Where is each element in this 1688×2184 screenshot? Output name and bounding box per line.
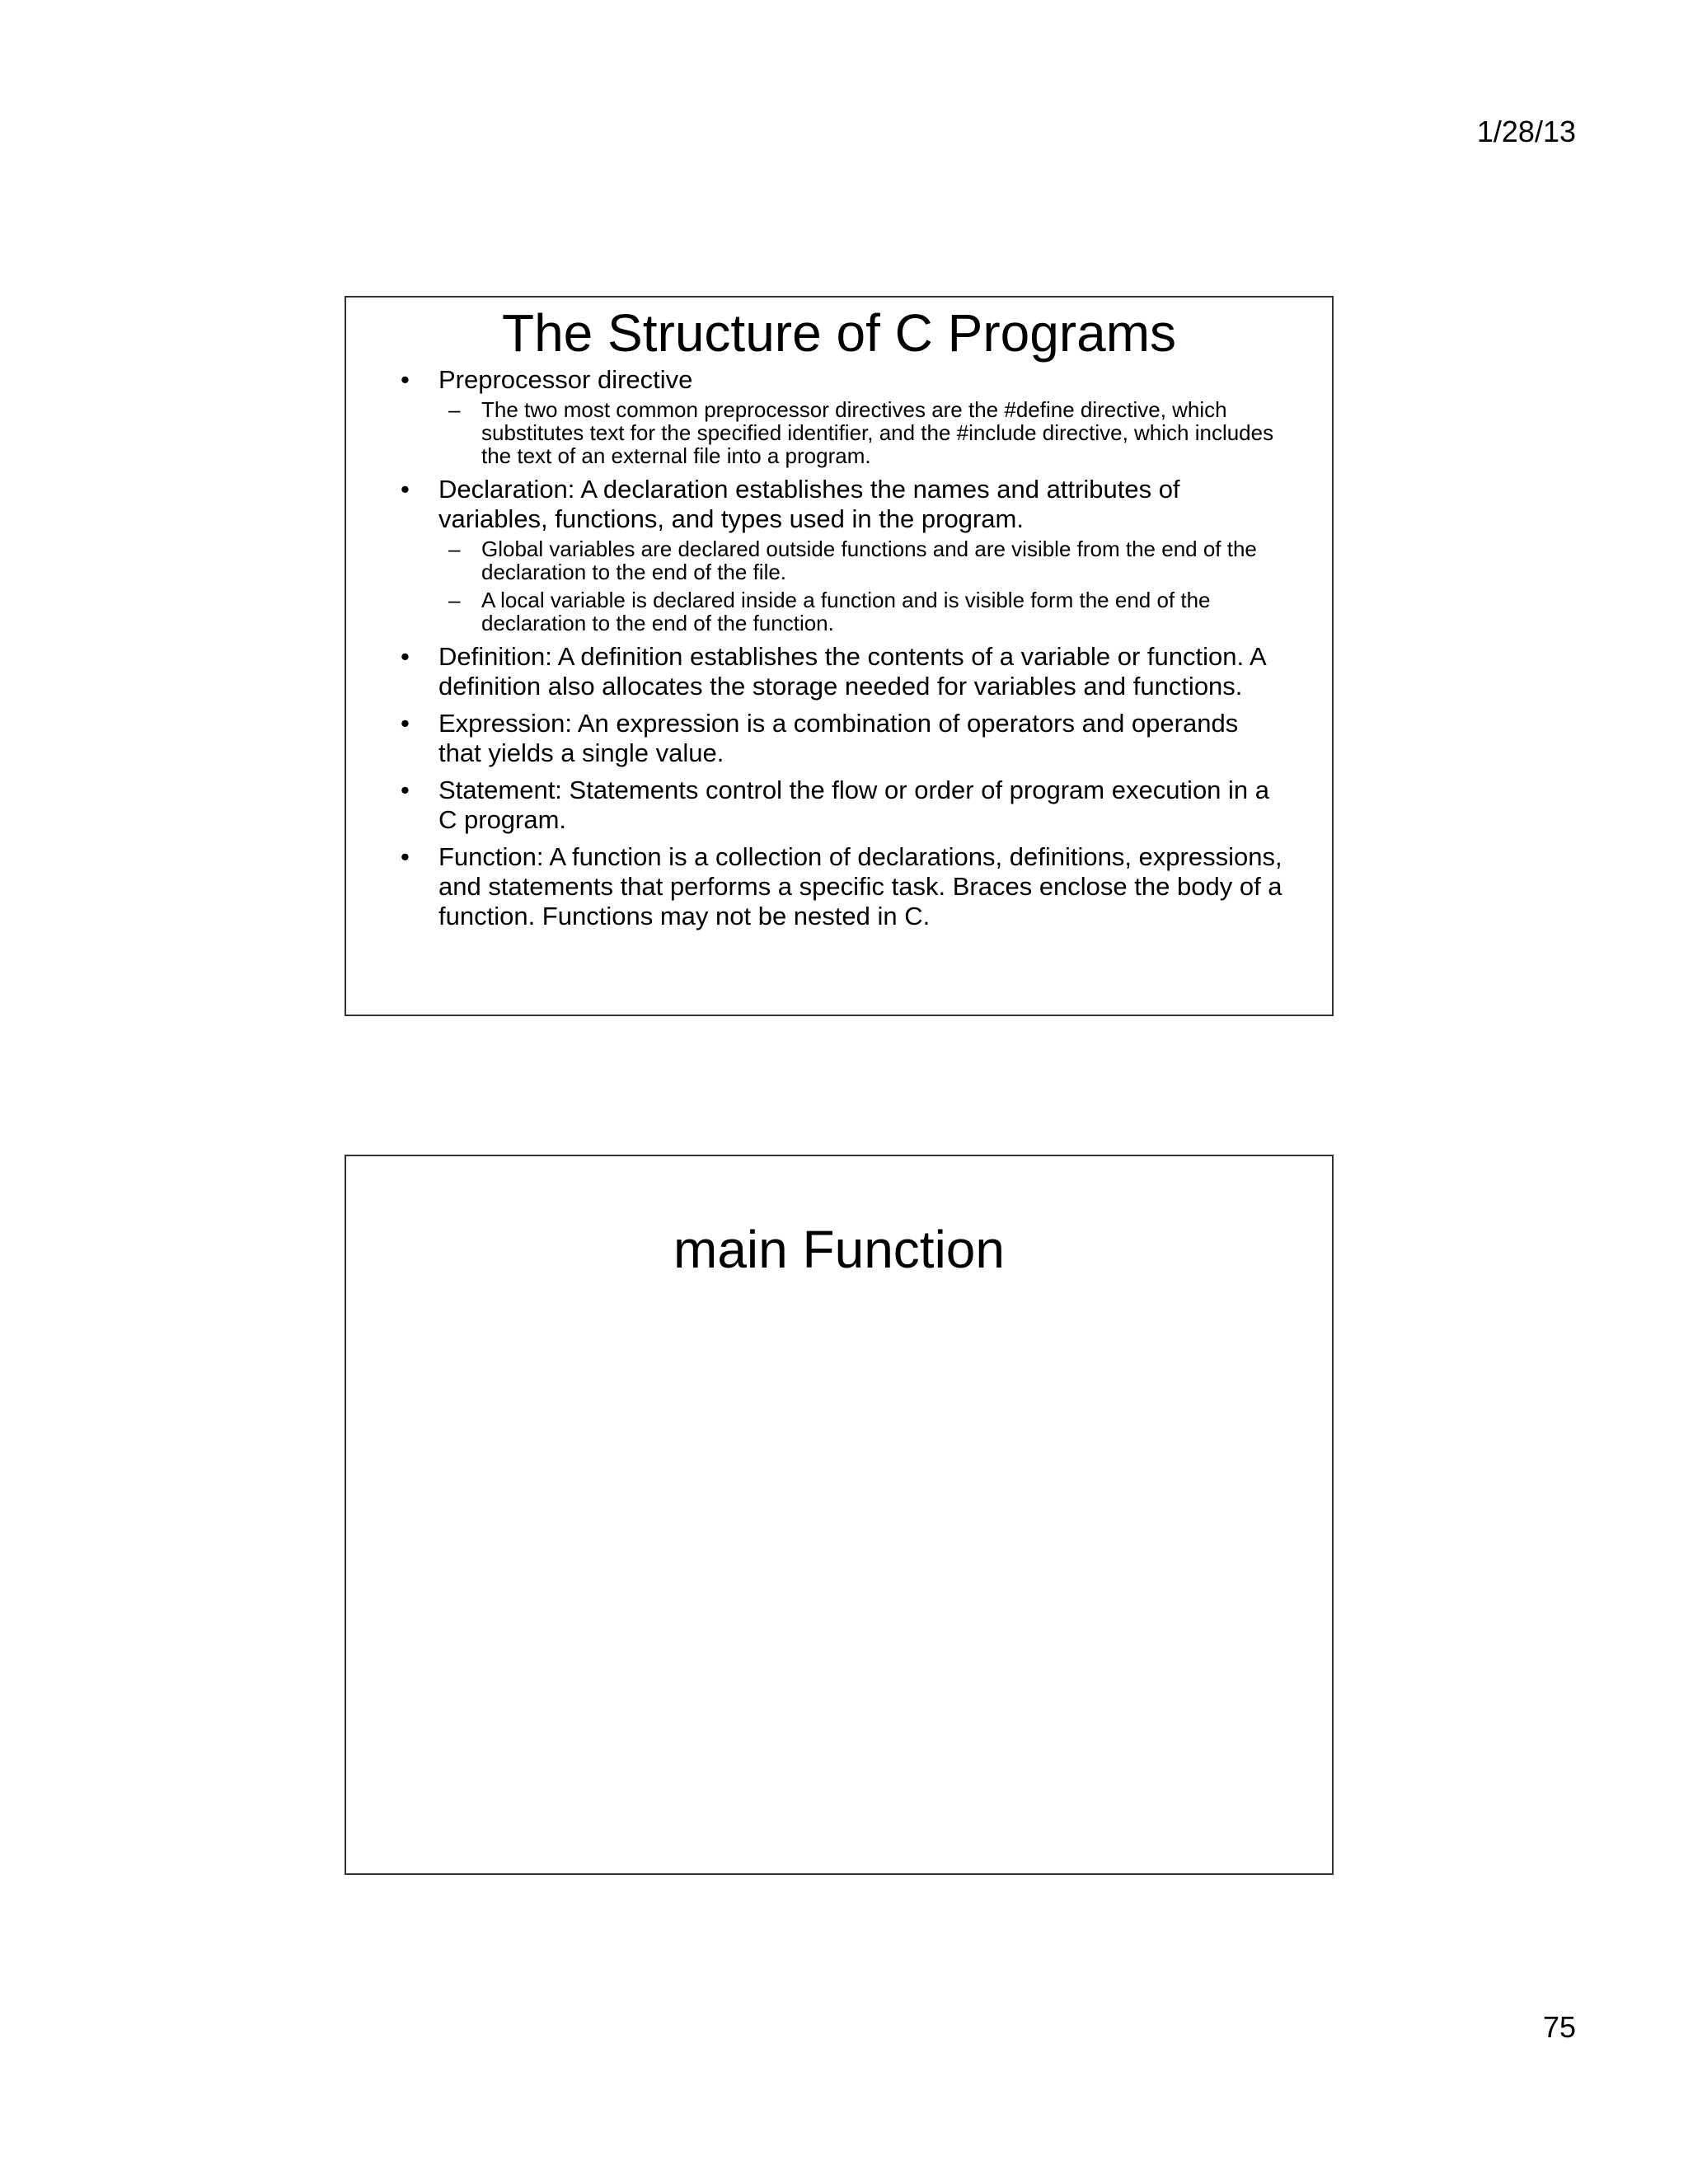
bullet-statement <box>401 776 1282 835</box>
bullet-definition <box>401 642 1282 701</box>
subbullet-marker: – <box>448 397 461 422</box>
slide-title: main Function <box>673 1220 1005 1279</box>
subbullet-list <box>438 398 1282 467</box>
bullet-text: Expression: An expression is a combination of operators and operands that yields a single value. <box>438 709 1239 767</box>
bullet-marker: • <box>401 642 410 671</box>
subbullet-text: Global variables are declared outside functions and are visible from the end of the declaration to the end of the file. <box>481 537 1257 584</box>
slide-title: The Structure of C Programs <box>501 303 1177 363</box>
subbullet-marker: – <box>448 537 461 561</box>
subbullet-text: The two most common preprocessor directives are the #define directive, which substitutes text for the specified identifier, and the #include directive, which includes the text of an external file into a program. <box>481 397 1274 468</box>
bullet-marker: • <box>401 842 410 871</box>
bullet-marker: • <box>401 365 410 394</box>
bullet-declaration <box>401 475 1282 635</box>
subbullet-marker: – <box>448 588 461 612</box>
bullet-text: Function: A function is a collection of declarations, definitions, expressions, and statements that performs a specific task. Braces enclose the body of a function. Functions may not be nested in C. <box>438 842 1282 930</box>
subbullet-text: A local variable is declared inside a function and is visible form the end of the declaration to the end of the function. <box>481 588 1211 635</box>
bullet-marker: • <box>401 776 410 804</box>
subbullet-define-include <box>448 397 1282 468</box>
bullet-expression <box>401 709 1282 768</box>
bullet-text: Definition: A definition establishes the contents of a variable or function. A definition also allocates the storage needed for variables and functions. <box>438 642 1265 701</box>
page-number: 75 <box>1542 2010 1576 2044</box>
bullet-text: Declaration: A declaration establishes the names and attributes of variables, functions, and types used in the program. <box>438 475 1180 533</box>
bullet-marker: • <box>401 709 410 738</box>
subbullet-list <box>438 537 1282 635</box>
bullet-text: Statement: Statements control the flow or order of program execution in a C program. <box>438 776 1270 834</box>
subbullet-global-variables <box>448 537 1282 584</box>
bullet-preprocessor-directive <box>401 365 1282 468</box>
subbullet-local-variable <box>448 588 1282 635</box>
bullet-function <box>401 842 1282 931</box>
slide-main-function <box>345 1155 1334 1875</box>
slide-structure-of-c-programs <box>345 296 1334 1016</box>
bullet-list <box>346 365 1332 931</box>
bullet-marker: • <box>401 475 410 504</box>
page-date: 1/28/13 <box>1476 115 1576 148</box>
bullet-text: Preprocessor directive <box>438 365 693 394</box>
